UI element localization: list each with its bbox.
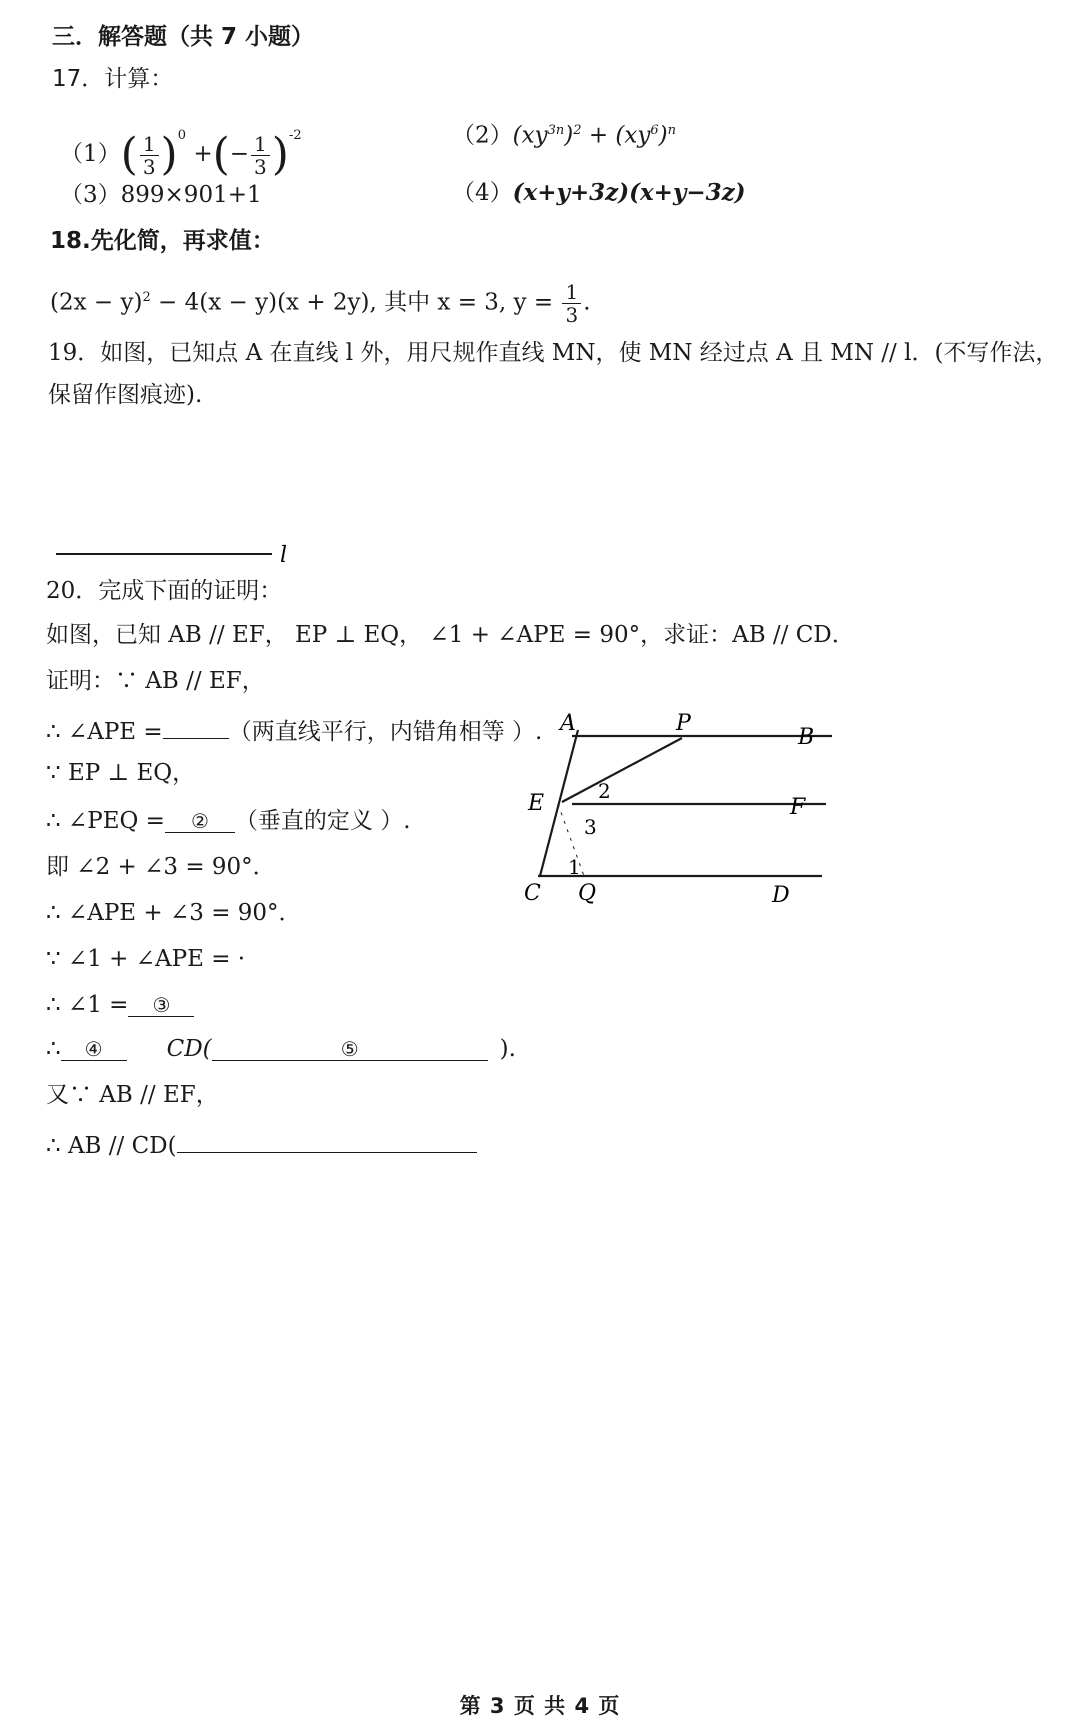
line-ep bbox=[562, 738, 682, 802]
q20-title: 20．完成下面的证明： bbox=[46, 578, 283, 604]
q20-step10: 又∵ AB // EF， bbox=[46, 1082, 219, 1108]
blank-3[interactable]: ③ bbox=[128, 990, 194, 1017]
label-F: F bbox=[790, 795, 806, 820]
q19-line1: 19．如图，已知点 A 在直线 l 外，用尺规作直线 MN，使 MN 经过点 A 且 MN // l．(不写作法， bbox=[48, 340, 1059, 366]
q18-y-fraction: $\frac{1}{3}$ bbox=[562, 281, 581, 326]
q17-part3: （3）899×901+1 bbox=[60, 182, 262, 208]
q20-step8: ∴ ∠1 = ③ bbox=[46, 990, 194, 1020]
page-footer: 第 3 页 共 4 页 bbox=[459, 1694, 621, 1718]
q20-step4: ∴ ∠PEQ = ② （垂直的定义 ）. bbox=[46, 808, 411, 834]
q20-step5: 即 ∠2 + ∠3 = 90°． bbox=[46, 854, 276, 880]
label-D: D bbox=[772, 883, 790, 908]
label-A: A bbox=[560, 711, 576, 736]
q18-title: 18.先化简，再求值： bbox=[50, 228, 275, 254]
q17-part1-fraction2: $\frac{1}{3}$ bbox=[251, 133, 270, 178]
angle-3: 3 bbox=[584, 815, 597, 839]
label-B: B bbox=[798, 725, 815, 750]
q17-part1-fraction1: $\frac{1}{3}$ bbox=[140, 133, 159, 178]
q17-part1: （1）( $\frac{1}{3}$ )$^0$ +(− $\frac{1}{3}$ )$^{-2}$ bbox=[60, 128, 302, 180]
q17-part2: $(2)(xy^{3n})^2 + (xy^6)^n$ bbox=[452, 122, 676, 149]
q17-title: 17．计算： bbox=[52, 66, 174, 92]
line-l-label: l bbox=[280, 543, 288, 568]
q19-line2: 保留作图痕迹). bbox=[48, 382, 203, 408]
angle-1: 1 bbox=[568, 855, 581, 879]
q18-expression: $(2x - y)^2 - 4(x - y)(x + 2y)$, 其中 x = 3, y = $\frac{1}{3}$ . bbox=[50, 280, 591, 328]
blank-4[interactable]: ④ bbox=[61, 1034, 127, 1061]
q20-figure bbox=[524, 700, 940, 930]
q20-step9: ∴ ④ CD( ⑤ ). bbox=[46, 1036, 516, 1062]
q17-part4: （4）(x+y+3z)(x+y−3z) bbox=[452, 179, 746, 206]
q20-step11: ∴ AB // CD( bbox=[46, 1126, 477, 1161]
angle-2: 2 bbox=[598, 779, 611, 803]
blank-6[interactable] bbox=[177, 1126, 477, 1153]
q19-line-l bbox=[50, 536, 310, 572]
q17-part1-label: （1） bbox=[60, 141, 121, 167]
q20-step1: 证明：∵ AB // EF， bbox=[46, 668, 265, 694]
label-E: E bbox=[528, 791, 545, 816]
q20-given: 如图，已知 AB // EF， EP ⊥ EQ， ∠1 + ∠APE = 90°，求证：AB // CD． bbox=[46, 622, 855, 648]
label-Q: Q bbox=[578, 881, 597, 906]
q20-step7: ∵ ∠1 + ∠APE = · bbox=[46, 946, 246, 972]
q20-step6: ∴ ∠APE + ∠3 = 90°． bbox=[46, 900, 302, 926]
q20-step3: ∵ EP ⊥ EQ， bbox=[46, 760, 196, 786]
label-C: C bbox=[524, 881, 541, 906]
blank-1[interactable] bbox=[163, 712, 229, 739]
q20-step2: ∴ ∠APE = （两直线平行，内错角相等 ）. bbox=[46, 712, 542, 747]
section-title: 三．解答题（共 7 小题） bbox=[52, 24, 315, 50]
blank-5[interactable]: ⑤ bbox=[212, 1034, 488, 1061]
label-P: P bbox=[676, 711, 691, 736]
blank-2[interactable]: ② bbox=[165, 806, 235, 833]
